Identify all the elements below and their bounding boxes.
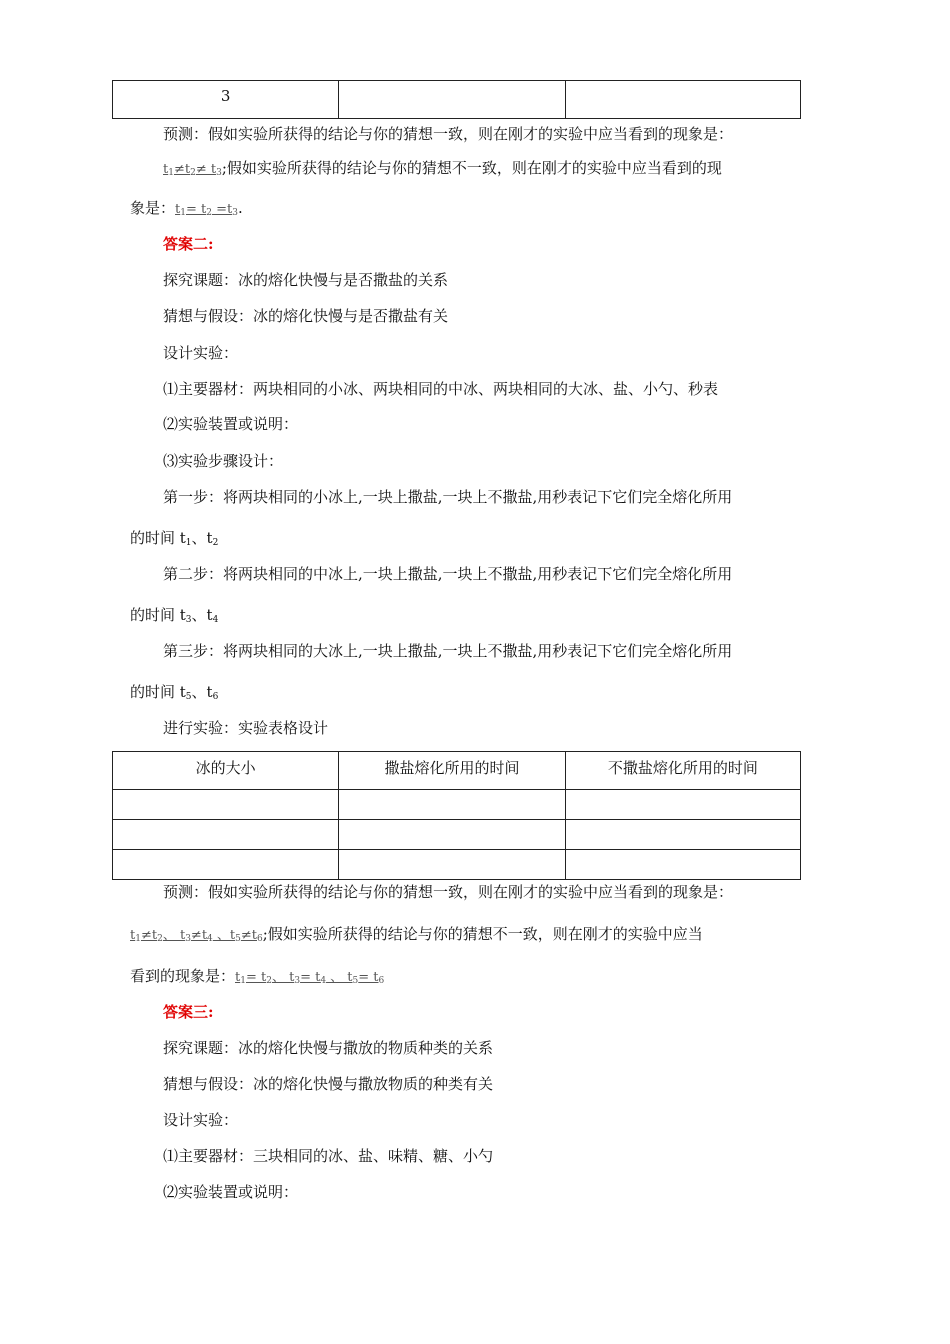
table-row [113,790,801,820]
table-cell [339,81,565,119]
topic-line: 探究课题：冰的熔化快慢与撒放的物质种类的关系 [163,1039,494,1057]
step-line: 的时间 $t_1$、$t_2$ [130,529,219,548]
step-line: 的时间 $t_3$、$t_4$ [130,606,219,625]
table-cell [565,850,800,880]
topic-line: 探究课题：冰的熔化快慢与是否撒盐的关系 [163,271,449,289]
prediction-answer: $t_1\ne t_2\ne t_3$ [163,162,222,178]
table-cell [565,820,800,850]
step-line: 第二步：将两块相同的中冰上,一块上撒盐,一块上不撒盐,用秒表记下它们完全熔化所用 [163,565,733,583]
table-header-row [113,752,801,790]
table-row [113,850,801,880]
table-header-cell: 不撒盐熔化所用的时间 [565,752,800,790]
setup-line: ⑵实验装置或说明： [163,415,299,433]
table-cell [113,820,339,850]
prediction-label: 预测：假如实验所获得的结论与你的猜想一致，则在刚才的实验中应当看到的现象是： [163,883,734,901]
steps-title: ⑶实验步骤设计： [163,452,284,470]
table-cell [339,850,565,880]
answer-heading: 答案三: [163,1003,214,1021]
table-cell [113,790,339,820]
materials-line: ⑴主要器材：三块相同的冰、盐、味精、糖、小勺 [163,1147,494,1165]
table-header-cell: 冰的大小 [113,752,339,790]
table-cell: 3 [113,81,339,119]
answer-heading: 答案二: [163,235,214,253]
setup-line: ⑵实验装置或说明： [163,1183,299,1201]
conduct-line: 进行实验：实验表格设计 [163,719,329,737]
prediction-answer: $t_1= t_2$、 $t_3= t_4$ 、 $t_5= t_6$ [235,970,385,986]
table-row [113,820,801,850]
prediction-line: 象是：$t_1= t_2 =t_3$. [130,199,243,218]
hypothesis-line: 猜想与假设：冰的熔化快慢与是否撒盐有关 [163,307,449,325]
prediction-line: $t_1\ne t_2\ne t_3$;假如实验所获得的结论与你的猜想不一致，则在刚才的实验中应当看到的现 [163,159,722,178]
prediction-answer: $t_1= t_2 =t_3$ [175,202,238,218]
top-table [112,80,801,119]
experiment-table [112,751,801,880]
step-line: 第一步：将两块相同的小冰上,一块上撒盐,一块上不撒盐,用秒表记下它们完全熔化所用 [163,488,733,506]
table-cell [339,820,565,850]
materials-line: ⑴主要器材：两块相同的小冰、两块相同的中冰、两块相同的大冰、盐、小勺、秒表 [163,380,719,398]
table-cell [565,790,800,820]
table-cell [113,850,339,880]
table-header-cell: 撒盐熔化所用的时间 [339,752,565,790]
prediction-answer: $t_1\ne t_2$、 $t_3\ne t_4$ 、$t_5\ne t_6$ [130,928,263,944]
design-line: 设计实验： [163,1111,239,1129]
table-cell [339,790,565,820]
table-cell [565,81,800,119]
prediction-label: 预测：假如实验所获得的结论与你的猜想一致，则在刚才的实验中应当看到的现象是： [163,125,734,143]
prediction-line: 看到的现象是：$t_1= t_2$、 $t_3= t_4$ 、 $t_5= t_6$ [130,967,385,986]
table-row [113,81,801,119]
hypothesis-line: 猜想与假设：冰的熔化快慢与撒放物质的种类有关 [163,1075,494,1093]
prediction-line: $t_1\ne t_2$、 $t_3\ne t_4$ 、$t_5\ne t_6$;假如实验所获得的结论与你的猜想不一致，则在刚才的实验中应当 [130,925,703,944]
step-line: 第三步：将两块相同的大冰上,一块上撒盐,一块上不撒盐,用秒表记下它们完全熔化所用 [163,642,733,660]
design-line: 设计实验： [163,344,239,362]
step-line: 的时间 $t_5$、$t_6$ [130,683,219,702]
